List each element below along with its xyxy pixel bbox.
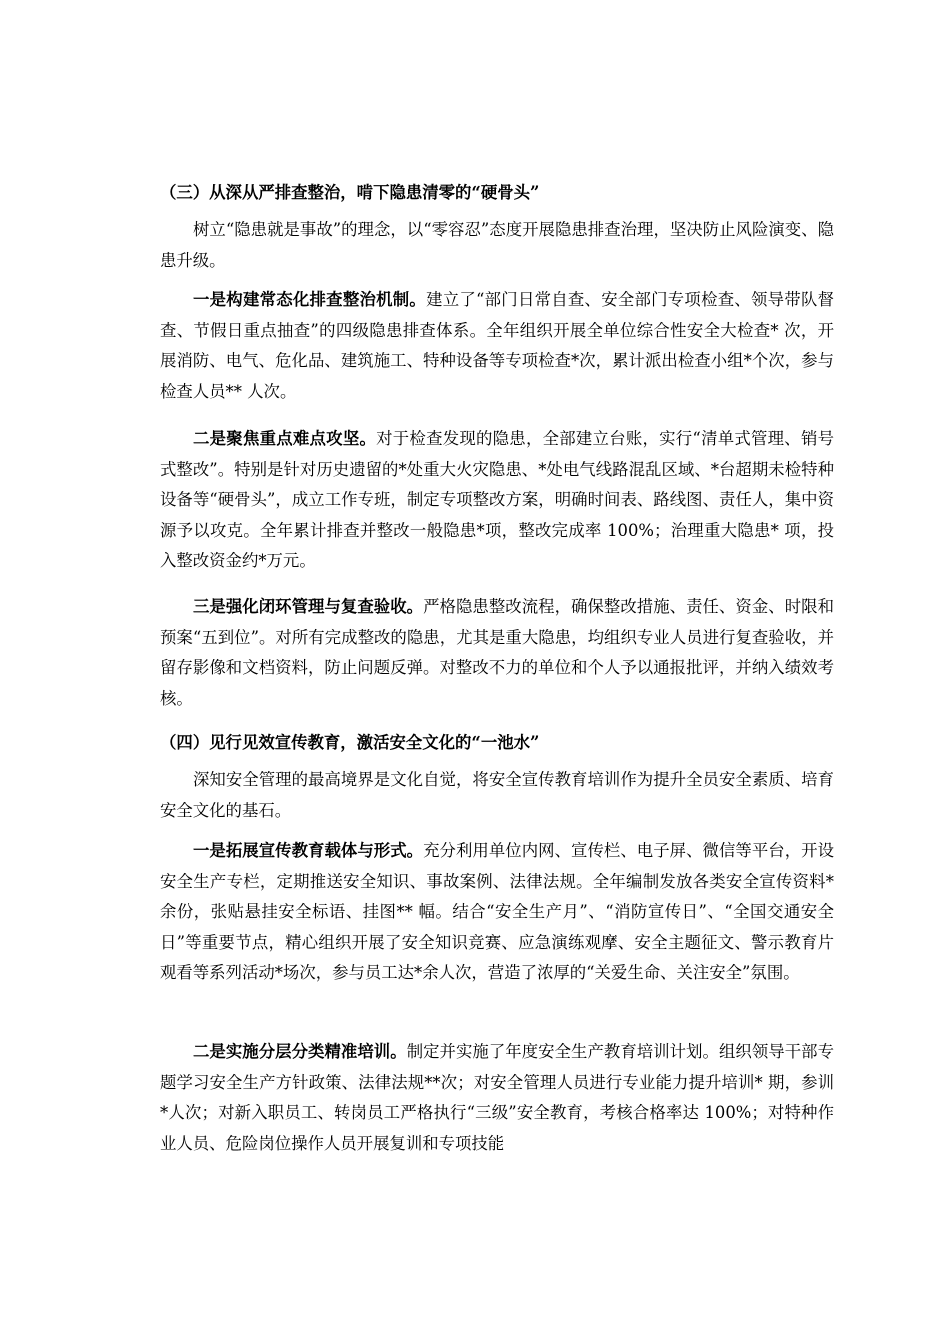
paragraph-lead: 三是强化闭环管理与复查验收。: [193, 597, 424, 616]
paragraph-text: 充分利用单位内网、宣传栏、电子屏、微信等平台，开设安全生产专栏，定期推送安全知识、事故案例、法律法规。全年编制发放各类安全宣传资料*余份，张贴悬挂安全标语、挂图** 幅。结合“安全生产月”、“消防宣传日”、“全国交通安全日”等重要节点，精心组织开展了安全知识竞赛、应急演练观摩、安全主题征文、警示教育片观看等系列活动*场次，参与员工达*余人次，营造了浓厚的“关爱生命、关注安全”氛围。: [160, 841, 835, 982]
section-heading-3: （三）从深从严排查整治，啃下隐患清零的“硬骨头”: [160, 183, 540, 202]
paragraph-3-1: [160, 285, 834, 407]
paragraph-lead: 二是聚焦重点难点攻坚。: [193, 429, 377, 448]
paragraph-lead: 一是拓展宣传教育载体与形式。: [193, 841, 424, 860]
section-heading-4: （四）见行见效宣传教育，激活安全文化的“一池水”: [160, 733, 540, 752]
paragraph-4-2: [160, 1037, 834, 1159]
paragraph-lead: 一是构建常态化排查整治机制。: [193, 290, 427, 309]
paragraph-lead: 二是实施分层分类精准培训。: [193, 1042, 407, 1061]
paragraph-text: 对于检查发现的隐患，全部建立台账，实行“清单式管理、销号式整改”。特别是针对历史遗留的*处重大火灾隐患、*处电气线路混乱区域、*台超期未检特种设备等“硬骨头”，成立工作专班，制定专项整改方案，明确时间表、路线图、责任人，集中资源予以攻克。全年累计排查并整改一般隐患*项，整改完成率 100%；治理重大隐患* 项，投入整改资金约*万元。: [160, 429, 834, 570]
paragraph-text: 建立了“部门日常自查、安全部门专项检查、领导带队督查、节假日重点抽查”的四级隐患排查体系。全年组织开展全单位综合性安全大检查* 次，开展消防、电气、危化品、建筑施工、特种设备等专项检查*次，累计派出检查小组*个次，参与检查人员** 人次。: [160, 290, 834, 401]
paragraph-text: 严格隐患整改流程，确保整改措施、责任、资金、时限和预案“五到位”。对所有完成整改的隐患，尤其是重大隐患，均组织专业人员进行复查验收，并留存影像和文档资料，防止问题反弹。对整改不力的单位和个人予以通报批评，并纳入绩效考核。: [160, 597, 835, 708]
section-intro-4: 深知安全管理的最高境界是文化自觉，将安全宣传教育培训作为提升全员安全素质、培育安全文化的基石。: [160, 770, 834, 820]
paragraph-text: 制定并实施了年度安全生产教育培训计划。组织领导干部专题学习安全生产方针政策、法律法规**次；对安全管理人员进行专业能力提升培训* 期，参训*人次；对新入职员工、转岗员工严格执行“三级”安全教育，考核合格率达 100%；对特种作业人员、危险岗位操作人员开展复训和专项技能: [160, 1042, 835, 1153]
paragraph-3-3: [160, 592, 834, 714]
section-intro-3: 树立“隐患就是事故”的理念，以“零容忍”态度开展隐患排查治理，坚决防止风险演变、隐患升级。: [160, 220, 834, 270]
paragraph-3-2: [160, 424, 834, 577]
paragraph-4-1: [160, 836, 834, 989]
